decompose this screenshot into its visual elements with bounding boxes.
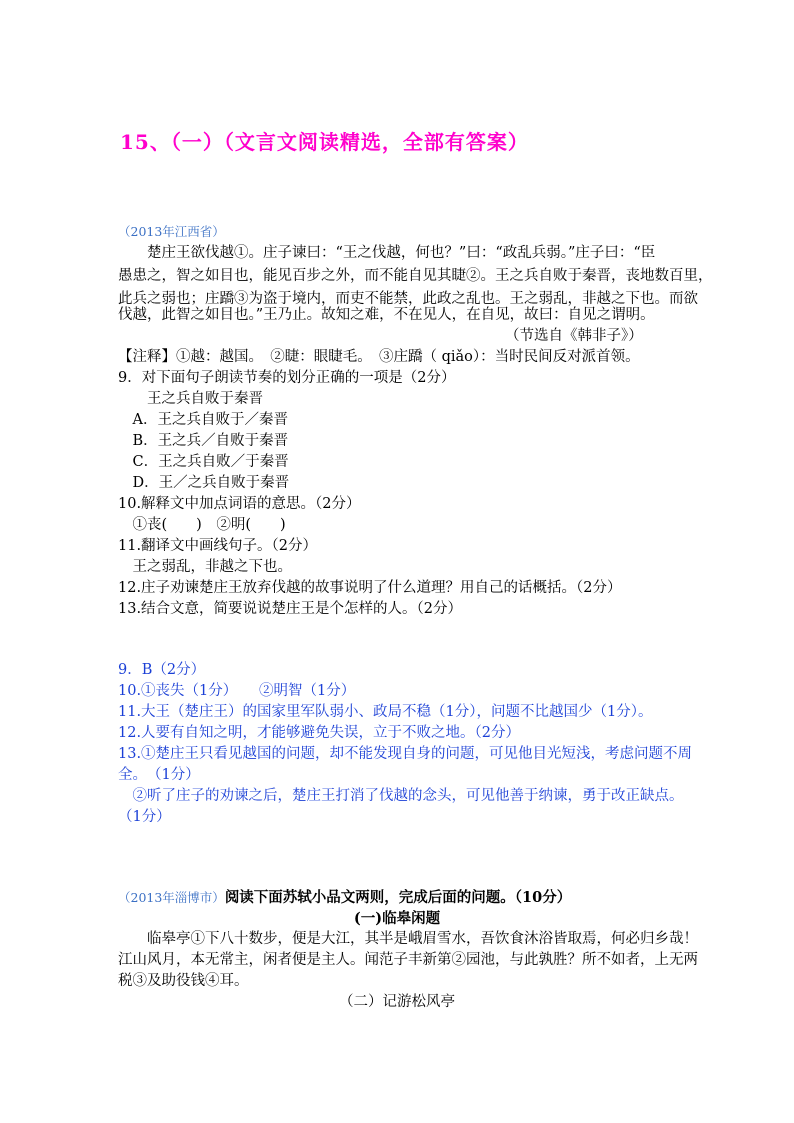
answer-line: 全。 （1分） <box>118 767 200 783</box>
answer-line: 11.大王（楚庄王）的国家里军队弱小、政局不稳（1分），问题不比越国少（1分）。 <box>118 704 653 720</box>
question-line: ①丧( ) ②明( ) <box>118 517 286 533</box>
subtitle: （二）记游松风亭 <box>339 994 455 1010</box>
question-line: 王之兵自败于秦晋 <box>118 391 263 407</box>
page-title: 15、（一）（文言文阅读精选，全部有答案） <box>120 130 529 154</box>
source-label: （2013年江西省） <box>118 224 225 239</box>
question-line: 9．对下面句子朗读节奏的划分正确的一项是（2分） <box>118 370 456 386</box>
option-line: A．王之兵自败于／秦晋 <box>118 412 288 428</box>
annotation-note: 【注释】①越：越国。 ②睫：眼睫毛。 ③庄蹻（ qiǎo）：当时民间反对派首领。 <box>118 349 640 365</box>
passage-line: 伐越，此智之如目也。”王乃止。故知之难，不在见人，在自见，故曰：自见之谓明。 <box>118 307 655 323</box>
question-line: 11.翻译文中画线句子。（2分） <box>118 538 318 554</box>
passage-line: 愚患之，智之如目也，能见百步之外，而不能自见其睫②。王之兵自败于秦晋，丧地数百里， <box>118 268 713 284</box>
question-line: 王之弱乱，非越之下也。 <box>118 559 292 575</box>
passage-line: 楚庄王欲伐越①。庄子谏曰：“王之伐越，何也？”曰：“政乱兵弱。”庄子曰：“臣 <box>118 245 656 261</box>
subtitle: (一)临皋闲题 <box>353 910 441 927</box>
answer-line: 9．B（2分） <box>118 662 206 678</box>
section-heading <box>118 887 571 909</box>
option-line: D．王／之兵自败于秦晋 <box>118 475 290 491</box>
passage-line: 税③及助役钱④耳。 <box>118 973 249 989</box>
question-line: 12.庄子劝谏楚庄王放弃伐越的故事说明了什么道理？用自己的话概括。（2分） <box>118 580 622 596</box>
excerpt-source: （节选自《韩非子》） <box>505 328 643 344</box>
answer-line: 13.①楚庄王只看见越国的问题，却不能发现自身的问题，可见他目光短浅，考虑问题不周 <box>118 746 693 762</box>
answer-line: ②听了庄子的劝谏之后，楚庄王打消了伐越的念头，可见他善于纳谏，勇于改正缺点。 <box>118 788 684 804</box>
option-line: C．王之兵自败／于秦晋 <box>118 454 289 470</box>
answer-line: 10.①丧失（1分） ②明智（1分） <box>118 683 356 699</box>
option-line: B．王之兵／自败于秦晋 <box>118 433 289 449</box>
question-line: 13.结合文意，简要说说楚庄王是个怎样的人。（2分） <box>118 601 463 617</box>
source-label: （2013年淄博市） <box>118 890 225 905</box>
passage-line: 此兵之弱也；庄蹻③为盗于境内，而吏不能禁，此政之乱也。王之弱乱，非越之下也。而欲 <box>118 291 698 307</box>
question-line: 10.解释文中加点词语的意思。（2分） <box>118 496 361 512</box>
answer-line: （1分） <box>118 809 171 825</box>
passage-line: 临皋亭①下八十数步，便是大江，其半是峨眉雪水，吾饮食沐浴皆取焉，何必归乡哉！ <box>118 931 698 947</box>
answer-line: 12.人要有自知之明，才能够避免失误，立于不败之地。（2分） <box>118 725 521 741</box>
passage-line: 江山风月，本无常主，闲者便是主人。闻范子丰新第②园池，与此孰胜？所不如者，上无两 <box>118 952 698 968</box>
section-lead: 阅读下面苏轼小品文两则，完成后面的问题。（10分） <box>224 889 572 906</box>
